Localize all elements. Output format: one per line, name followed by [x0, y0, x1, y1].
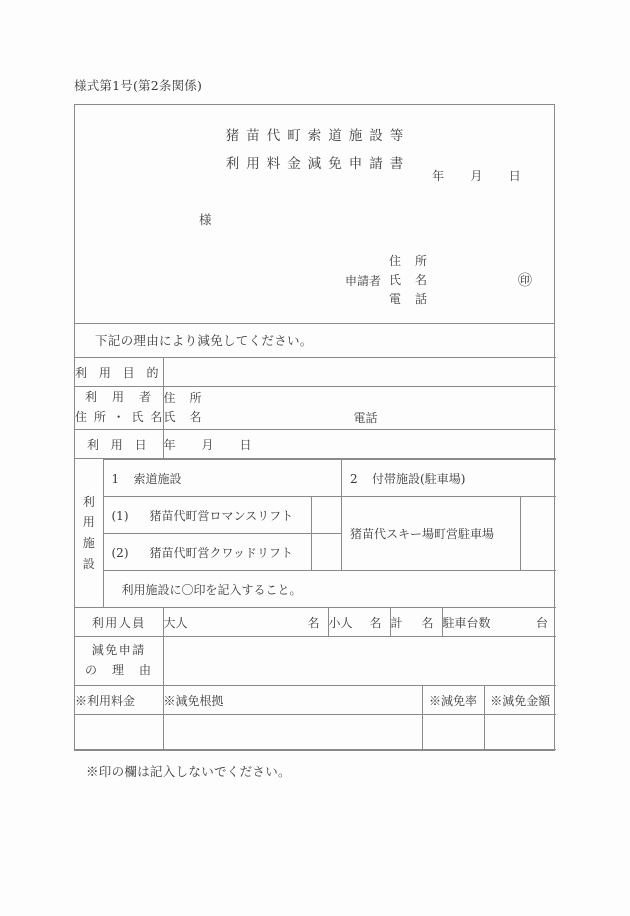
- footer-note: ※印の欄は記入しないでください。: [86, 764, 291, 779]
- facilities-vlabel-char-2: 用: [82, 515, 95, 530]
- user-info-label: [75, 387, 163, 430]
- facilities-vlabel-char-3: 施: [82, 536, 95, 550]
- people-parking-cell[interactable]: [442, 608, 556, 637]
- table-row-reason: [75, 637, 556, 686]
- table-row-purpose: [75, 358, 556, 387]
- fee-basis-value[interactable]: [163, 715, 422, 750]
- table-row-fee-header: [75, 686, 556, 715]
- fee-amount-header: ※減免金額: [484, 686, 556, 715]
- fee-usage-value[interactable]: [75, 715, 163, 750]
- use-date-value[interactable]: [163, 430, 556, 459]
- applicant-tel-row: [389, 290, 430, 309]
- addressee-label: 様: [199, 212, 212, 227]
- reason-label-line-2: の 理 由: [85, 663, 153, 677]
- fee-amount-value[interactable]: [484, 715, 556, 750]
- title-line-1: 猪苗代町索道施設等: [225, 128, 411, 144]
- use-date-year: 年: [163, 437, 177, 452]
- facility-item-1-checkbox[interactable]: [312, 497, 342, 534]
- facility-item-1: [104, 497, 312, 534]
- fee-rate-value[interactable]: [422, 715, 484, 750]
- user-tel-label: 電話: [353, 411, 378, 425]
- table-row-fee-values: [75, 715, 556, 750]
- facility-group-annex: [342, 460, 556, 497]
- title-line-2: 利用料金減免申請書: [225, 155, 411, 172]
- reason-value[interactable]: [163, 637, 556, 686]
- facilities-head-row: [104, 460, 557, 497]
- people-adult-cell[interactable]: [163, 608, 328, 637]
- people-parking-label: 駐車台数: [442, 615, 491, 630]
- facility-group-annex-label: 付帯施設(駐車場): [372, 471, 466, 486]
- people-label: 利用人員: [75, 608, 163, 637]
- facility-group-ropeway-number: 1: [111, 471, 120, 486]
- facility-group-ropeway: [104, 460, 342, 497]
- applicant-address-char-2: 所: [415, 254, 428, 268]
- applicant-address-char-1: 住: [389, 254, 402, 268]
- facility-item-1-index: (1): [111, 508, 129, 523]
- people-child-cell[interactable]: [328, 608, 390, 637]
- facility-parking-checkbox[interactable]: [521, 497, 556, 571]
- purpose-label: 利 用 目 的: [75, 358, 163, 387]
- user-info-fields[interactable]: [163, 387, 556, 430]
- user-address-row: [164, 389, 557, 408]
- people-parking-unit: 台: [536, 616, 549, 630]
- people-child-unit: 名: [369, 616, 382, 630]
- people-adult-label: 大人: [163, 615, 188, 630]
- use-date-month: 月: [201, 437, 215, 452]
- purpose-value[interactable]: [163, 358, 556, 387]
- applicant-fields: [389, 252, 430, 309]
- facilities-grid-wrapper: [103, 459, 556, 608]
- use-date-label: 利 用 日: [75, 430, 163, 459]
- applicant-label: 申請者: [344, 273, 381, 288]
- facilities-item-row-1: [104, 497, 557, 534]
- title-block: [75, 105, 554, 323]
- people-total-cell[interactable]: [390, 608, 442, 637]
- facility-parking-label: 猪苗代スキー場町営駐車場: [342, 497, 521, 571]
- user-name-char-2: 名: [189, 410, 202, 424]
- people-total-unit: 名: [421, 616, 434, 630]
- user-address-char-1: 住: [163, 390, 176, 405]
- seal-icon: ㊞: [518, 273, 532, 290]
- form-number: 様式第1号(第2条関係): [74, 78, 203, 93]
- facility-item-1-label: 猪苗代町営ロマンスリフト: [149, 508, 294, 523]
- fee-basis-header: ※減免根拠: [163, 686, 422, 715]
- use-date-day: 日: [239, 437, 253, 452]
- applicant-name-char-2: 名: [415, 272, 428, 287]
- facility-group-annex-number: 2: [350, 471, 358, 486]
- fee-rate-header: ※減免率: [422, 686, 484, 715]
- facility-group-ropeway-label: 索道施設: [133, 471, 182, 486]
- facility-item-2: [104, 534, 312, 571]
- applicant-name-char-1: 氏: [389, 272, 402, 287]
- date-year-label: 年: [432, 169, 445, 183]
- facilities-note-row: [104, 571, 557, 608]
- applicant-block: [345, 252, 532, 309]
- facility-item-2-checkbox[interactable]: [312, 534, 342, 571]
- user-name-char-1: 氏: [163, 410, 176, 424]
- date-month-label: 月: [470, 169, 483, 183]
- date-day-label: 日: [508, 169, 522, 183]
- people-child-label: 小人: [328, 615, 353, 630]
- application-table: [75, 357, 556, 750]
- facilities-vertical-label: [75, 459, 103, 608]
- user-info-label-line-2: 住 所 ・ 氏 名: [75, 410, 164, 424]
- user-address-char-2: 所: [189, 390, 202, 405]
- intro-sentence: 下記の理由により減免してください。: [75, 323, 554, 357]
- form-frame: [74, 104, 555, 751]
- applicant-address-row: [389, 252, 430, 271]
- table-row-people: [75, 608, 556, 637]
- fee-usage-header: ※利用料金: [75, 686, 163, 715]
- applicant-name-row: [389, 271, 430, 290]
- table-row-use-date: [75, 430, 556, 459]
- facilities-grid: [104, 459, 557, 607]
- user-info-label-line-1: 利 用 者: [85, 390, 153, 405]
- facility-note: 利用施設に〇印を記入すること。: [104, 571, 557, 608]
- submission-date-line: [421, 167, 532, 184]
- facility-item-2-index: (2): [111, 545, 129, 560]
- facility-item-2-label: 猪苗代町営クワッドリフト: [149, 545, 293, 560]
- applicant-tel-char-2: 話: [415, 291, 428, 306]
- reason-label-line-1: 減免申請: [91, 643, 146, 658]
- applicant-tel-char-1: 電: [389, 291, 402, 306]
- people-adult-unit: 名: [307, 616, 320, 630]
- people-total-label: 計: [390, 615, 403, 630]
- table-row-facilities: [75, 459, 556, 608]
- table-row-user-info: [75, 387, 556, 430]
- reason-label: [75, 637, 163, 686]
- facilities-vlabel-char-4: 設: [82, 556, 95, 571]
- facilities-vlabel-char-1: 利: [82, 494, 95, 509]
